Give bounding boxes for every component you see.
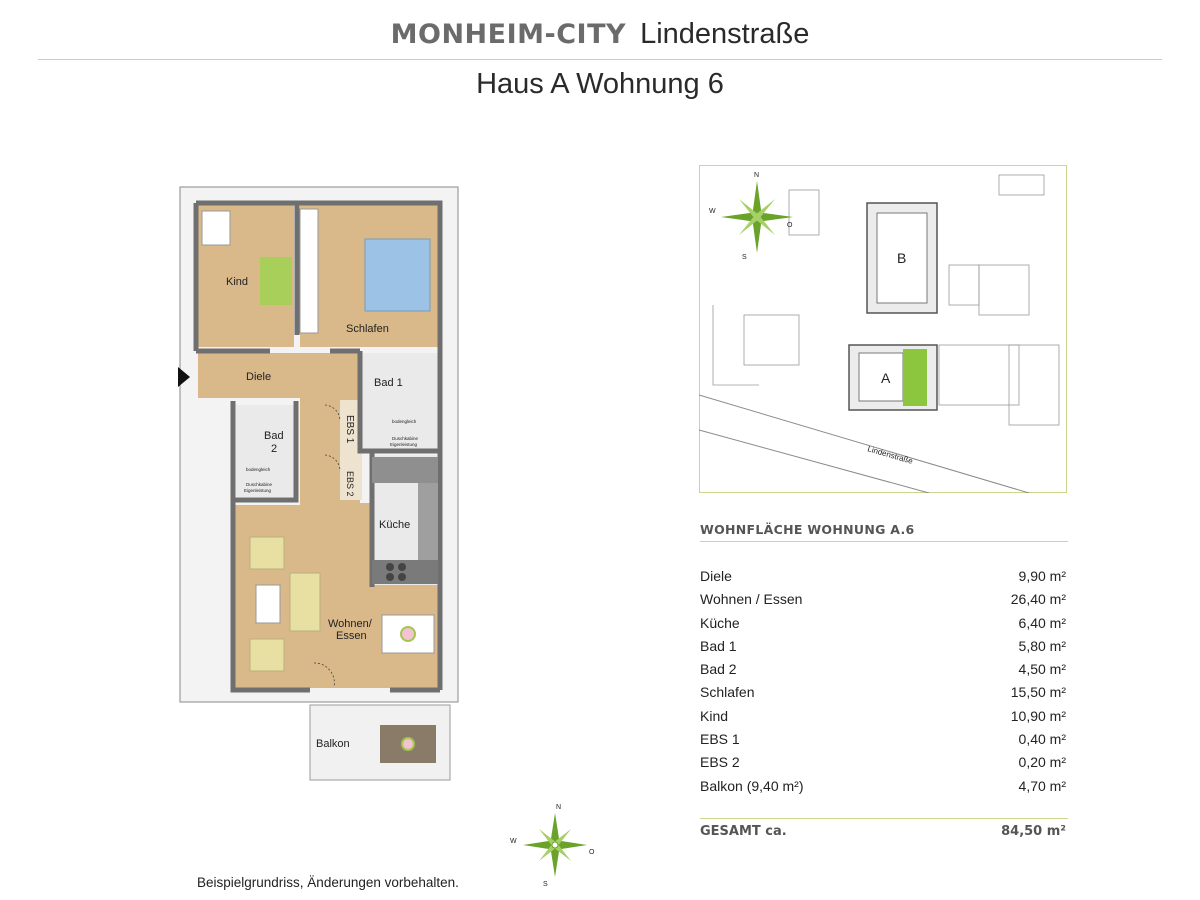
double-bed	[365, 239, 430, 311]
area-row	[700, 636, 1066, 659]
disclaimer: Beispielgrundriss, Änderungen vorbehalten.	[197, 875, 459, 890]
bad1-shower-note-3: Eigenleistung	[390, 442, 418, 447]
site-compass-s: S	[742, 254, 747, 261]
label-kueche: Küche	[379, 519, 411, 531]
floor-bad1	[360, 353, 438, 449]
house-b-label: B	[897, 250, 907, 266]
flowers-icon	[401, 627, 415, 641]
area-row	[700, 682, 1066, 705]
kind-bed	[260, 257, 292, 305]
area-name: Kind	[700, 707, 729, 724]
label-ebs1: EBS 1	[344, 415, 355, 444]
area-divider	[700, 541, 1068, 542]
label-bad2-line2: 2	[271, 443, 278, 455]
bad2-shower-note-1: bodengleich	[246, 467, 271, 472]
bad1-shower-note-2: Duschkabine	[392, 436, 419, 441]
area-name: Bad 1	[700, 637, 737, 654]
area-value: 15,50 m²	[1010, 684, 1066, 701]
area-row	[700, 776, 1066, 799]
header	[0, 18, 1200, 51]
label-bad1: Bad 1	[374, 377, 403, 389]
area-name: Wohnen / Essen	[700, 591, 803, 608]
area-row	[700, 706, 1066, 729]
area-row	[700, 752, 1066, 775]
armchair-2	[250, 639, 284, 671]
wardrobe	[300, 209, 318, 333]
bad1-shower-note-1: bodengleich	[392, 419, 417, 424]
label-schlafen: Schlafen	[346, 323, 389, 335]
street-title: Lindenstraße	[640, 18, 810, 50]
unit-title: Haus A Wohnung 6	[476, 68, 724, 100]
house-a-label: A	[881, 370, 891, 386]
site-compass-o: O	[787, 222, 793, 229]
area-row	[700, 566, 1066, 589]
area-row	[700, 659, 1066, 682]
area-title: WOHNFLÄCHE WOHNUNG A.6	[700, 522, 915, 537]
bad2-shower-note-2: Duschkabine	[246, 482, 273, 487]
compass-s: S	[543, 881, 548, 888]
area-value: 4,70 m²	[1018, 777, 1066, 794]
label-balkon: Balkon	[316, 738, 350, 750]
sofa	[290, 573, 320, 631]
label-ebs2: EBS 2	[345, 471, 355, 497]
armchair-1	[250, 537, 284, 569]
label-kind: Kind	[226, 276, 249, 288]
balcony-flowers-icon	[402, 738, 414, 750]
brand-title: MONHEIM-CITY	[390, 19, 627, 50]
floor-plan	[160, 175, 490, 795]
compass-icon	[510, 800, 600, 890]
area-value: 0,40 m²	[1018, 731, 1066, 748]
label-wohnen-line1: Wohnen/	[328, 618, 372, 630]
area-value: 6,40 m²	[1018, 614, 1066, 631]
site-plan	[699, 165, 1067, 493]
area-list	[700, 566, 1066, 799]
area-name: EBS 2	[700, 754, 740, 771]
area-value: 26,40 m²	[1010, 591, 1066, 608]
area-name: Schlafen	[700, 684, 755, 701]
label-diele: Diele	[246, 371, 272, 383]
total-divider	[700, 818, 1068, 819]
area-name: Balkon (9,40 m²)	[700, 777, 804, 794]
area-name: Küche	[700, 614, 740, 631]
total-value: 84,50 m²	[1001, 824, 1066, 839]
compass-n: N	[556, 804, 562, 811]
area-value: 4,50 m²	[1018, 661, 1066, 678]
header-divider	[38, 59, 1162, 60]
label-bad2-line1: Bad	[264, 430, 284, 442]
label-wohnen-line2: Essen	[336, 630, 367, 642]
street-label: Lindenstraße	[866, 444, 914, 466]
area-value: 10,90 m²	[1010, 707, 1066, 724]
area-row	[700, 589, 1066, 612]
coffee-table	[256, 585, 280, 623]
site-compass-w: W	[709, 208, 716, 215]
area-name: EBS 1	[700, 731, 740, 748]
unit-highlight	[903, 349, 927, 406]
area-row	[700, 613, 1066, 636]
site-compass-n: N	[754, 172, 760, 179]
kind-desk	[202, 211, 230, 245]
area-row	[700, 729, 1066, 752]
total-label: GESAMT ca.	[700, 824, 787, 839]
area-name: Bad 2	[700, 661, 737, 678]
compass-w: W	[510, 838, 517, 845]
area-name: Diele	[700, 568, 732, 584]
compass-o: O	[589, 849, 595, 856]
bad2-shower-note-3: Eigenleistung	[244, 488, 272, 493]
total-row	[700, 824, 1066, 839]
area-value: 5,80 m²	[1018, 637, 1066, 654]
area-value: 0,20 m²	[1018, 754, 1066, 771]
area-value: 9,90 m²	[1018, 568, 1066, 584]
